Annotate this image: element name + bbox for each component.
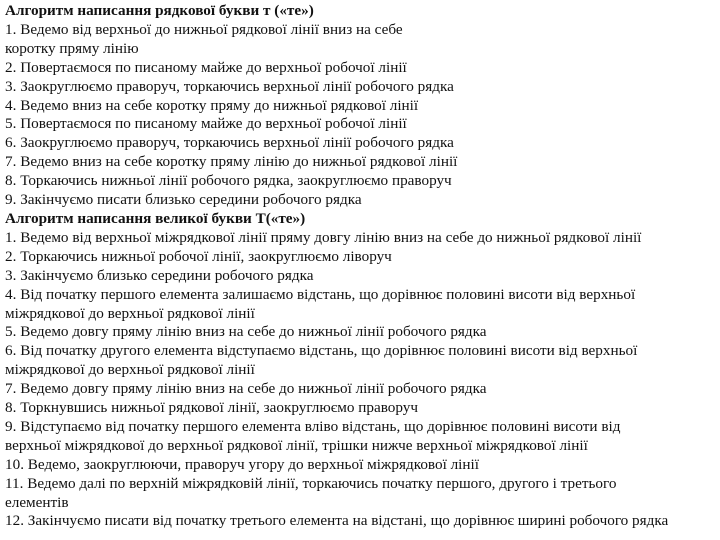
section-title: Алгоритм написання рядкової букви т («те»)	[5, 2, 314, 19]
list-item	[5, 267, 717, 286]
step-number: 8.	[5, 399, 17, 417]
step-text: Ведемо далі по верхній міжрядковій лінії, торкаючись початку першого, другого і третього	[27, 474, 617, 492]
step-number: 10.	[5, 455, 24, 473]
list-item	[5, 172, 717, 191]
list-item	[5, 456, 717, 475]
step-text: Від початку другого елемента відступаємо відстань, що дорівнює половині висоти від верхньої	[20, 342, 638, 360]
list-item	[5, 97, 717, 116]
step-continuation: міжрядкової до верхньої рядкової лінії	[5, 304, 255, 322]
step-number: 6.	[5, 342, 17, 360]
step-continuation: верхньої міжрядкової до верхньої рядкової лінії, трішки нижче верхньої міжрядкової лінії	[5, 436, 588, 454]
step-text: Повертаємося по писаному майже до верхньої робочої лінії	[20, 115, 407, 133]
step-number: 2.	[5, 58, 17, 76]
step-text: Повертаємося по писаному майже до верхньої робочої лінії	[20, 58, 407, 76]
list-item	[5, 191, 717, 210]
step-text: Від початку першого елемента залишаємо відстань, що дорівнює половині висоти від верхньої	[20, 285, 636, 303]
list-item	[5, 475, 717, 494]
step-number: 3.	[5, 77, 17, 95]
step-text: Закінчуємо близько середини робочого рядка	[20, 266, 314, 284]
list-item	[5, 418, 717, 437]
step-text: Закінчуємо писати від початку третього елемента на відстані, що дорівнює ширині робочого рядка	[27, 512, 669, 530]
step-text: Ведемо від верхньої міжрядкової лінії пряму довгу лінію вниз на себе до нижньої рядкової лінії	[20, 228, 642, 246]
list-item	[5, 115, 717, 134]
section-title: Алгоритм написання великої букви Т(«те»)	[5, 209, 306, 227]
list-item	[5, 153, 717, 172]
step-number: 4.	[5, 285, 17, 303]
step-number: 8.	[5, 172, 17, 190]
step-number: 5.	[5, 115, 17, 133]
step-text: Торкаючись нижньої лінії робочого рядка, заокруглюємо праворуч	[20, 172, 452, 190]
step-continuation: міжрядкової до верхньої рядкової лінії	[5, 361, 255, 379]
step-number: 6.	[5, 134, 17, 152]
list-item	[5, 229, 717, 248]
step-text: Заокруглюємо праворуч, торкаючись верхньої лінії робочого рядка	[20, 134, 454, 152]
list-item	[5, 78, 717, 97]
list-item	[5, 248, 717, 267]
step-number: 1.	[5, 228, 17, 246]
step-number: 5.	[5, 323, 17, 341]
step-text: Ведемо довгу пряму лінію вниз на себе до нижньої лінії робочого рядка	[20, 323, 487, 341]
step-number: 1.	[5, 20, 17, 38]
step-text: Ведемо від верхньої до нижньої рядкової лінії вниз на себе	[20, 20, 403, 38]
list-item	[5, 399, 717, 418]
list-item	[5, 286, 717, 305]
step-text: Ведемо довгу пряму лінію вниз на себе до нижньої лінії робочого рядка	[20, 380, 487, 398]
step-number: 9.	[5, 191, 17, 209]
step-text: Закінчуємо писати близько середини робочого рядка	[20, 191, 362, 209]
step-text: Ведемо вниз на себе коротку пряму лінію до нижньої рядкової лінії	[20, 153, 458, 171]
list-item	[5, 380, 717, 399]
step-text: Ведемо, заокруглюючи, праворуч угору до верхньої міжрядкової лінії	[27, 455, 479, 473]
step-continuation: елементів	[5, 493, 69, 511]
step-number: 12.	[5, 512, 24, 530]
step-text: Торкаючись нижньої робочої лінії, заокруглюємо ліворуч	[20, 247, 392, 265]
list-item	[5, 134, 717, 153]
document-page	[5, 2, 717, 531]
step-number: 3.	[5, 266, 17, 284]
list-item	[5, 59, 717, 78]
step-number: 7.	[5, 153, 17, 171]
step-number: 7.	[5, 380, 17, 398]
step-text: Ведемо вниз на себе коротку пряму до нижньої рядкової лінії	[20, 96, 419, 114]
list-item	[5, 21, 717, 40]
step-text: Торкнувшись нижньої рядкової лінії, заокруглюємо праворуч	[20, 399, 418, 417]
step-text: Відступаємо від початку першого елемента вліво відстань, що дорівнює половині висоти від	[20, 417, 621, 435]
step-number: 2.	[5, 247, 17, 265]
step-continuation: коротку пряму лінію	[5, 39, 139, 57]
list-item	[5, 323, 717, 342]
step-number: 4.	[5, 96, 17, 114]
list-item	[5, 512, 717, 531]
step-number: 9.	[5, 417, 17, 435]
step-number: 11.	[5, 474, 24, 492]
step-text: Заокруглюємо праворуч, торкаючись верхньої лінії робочого рядка	[20, 77, 454, 95]
list-item	[5, 342, 717, 361]
